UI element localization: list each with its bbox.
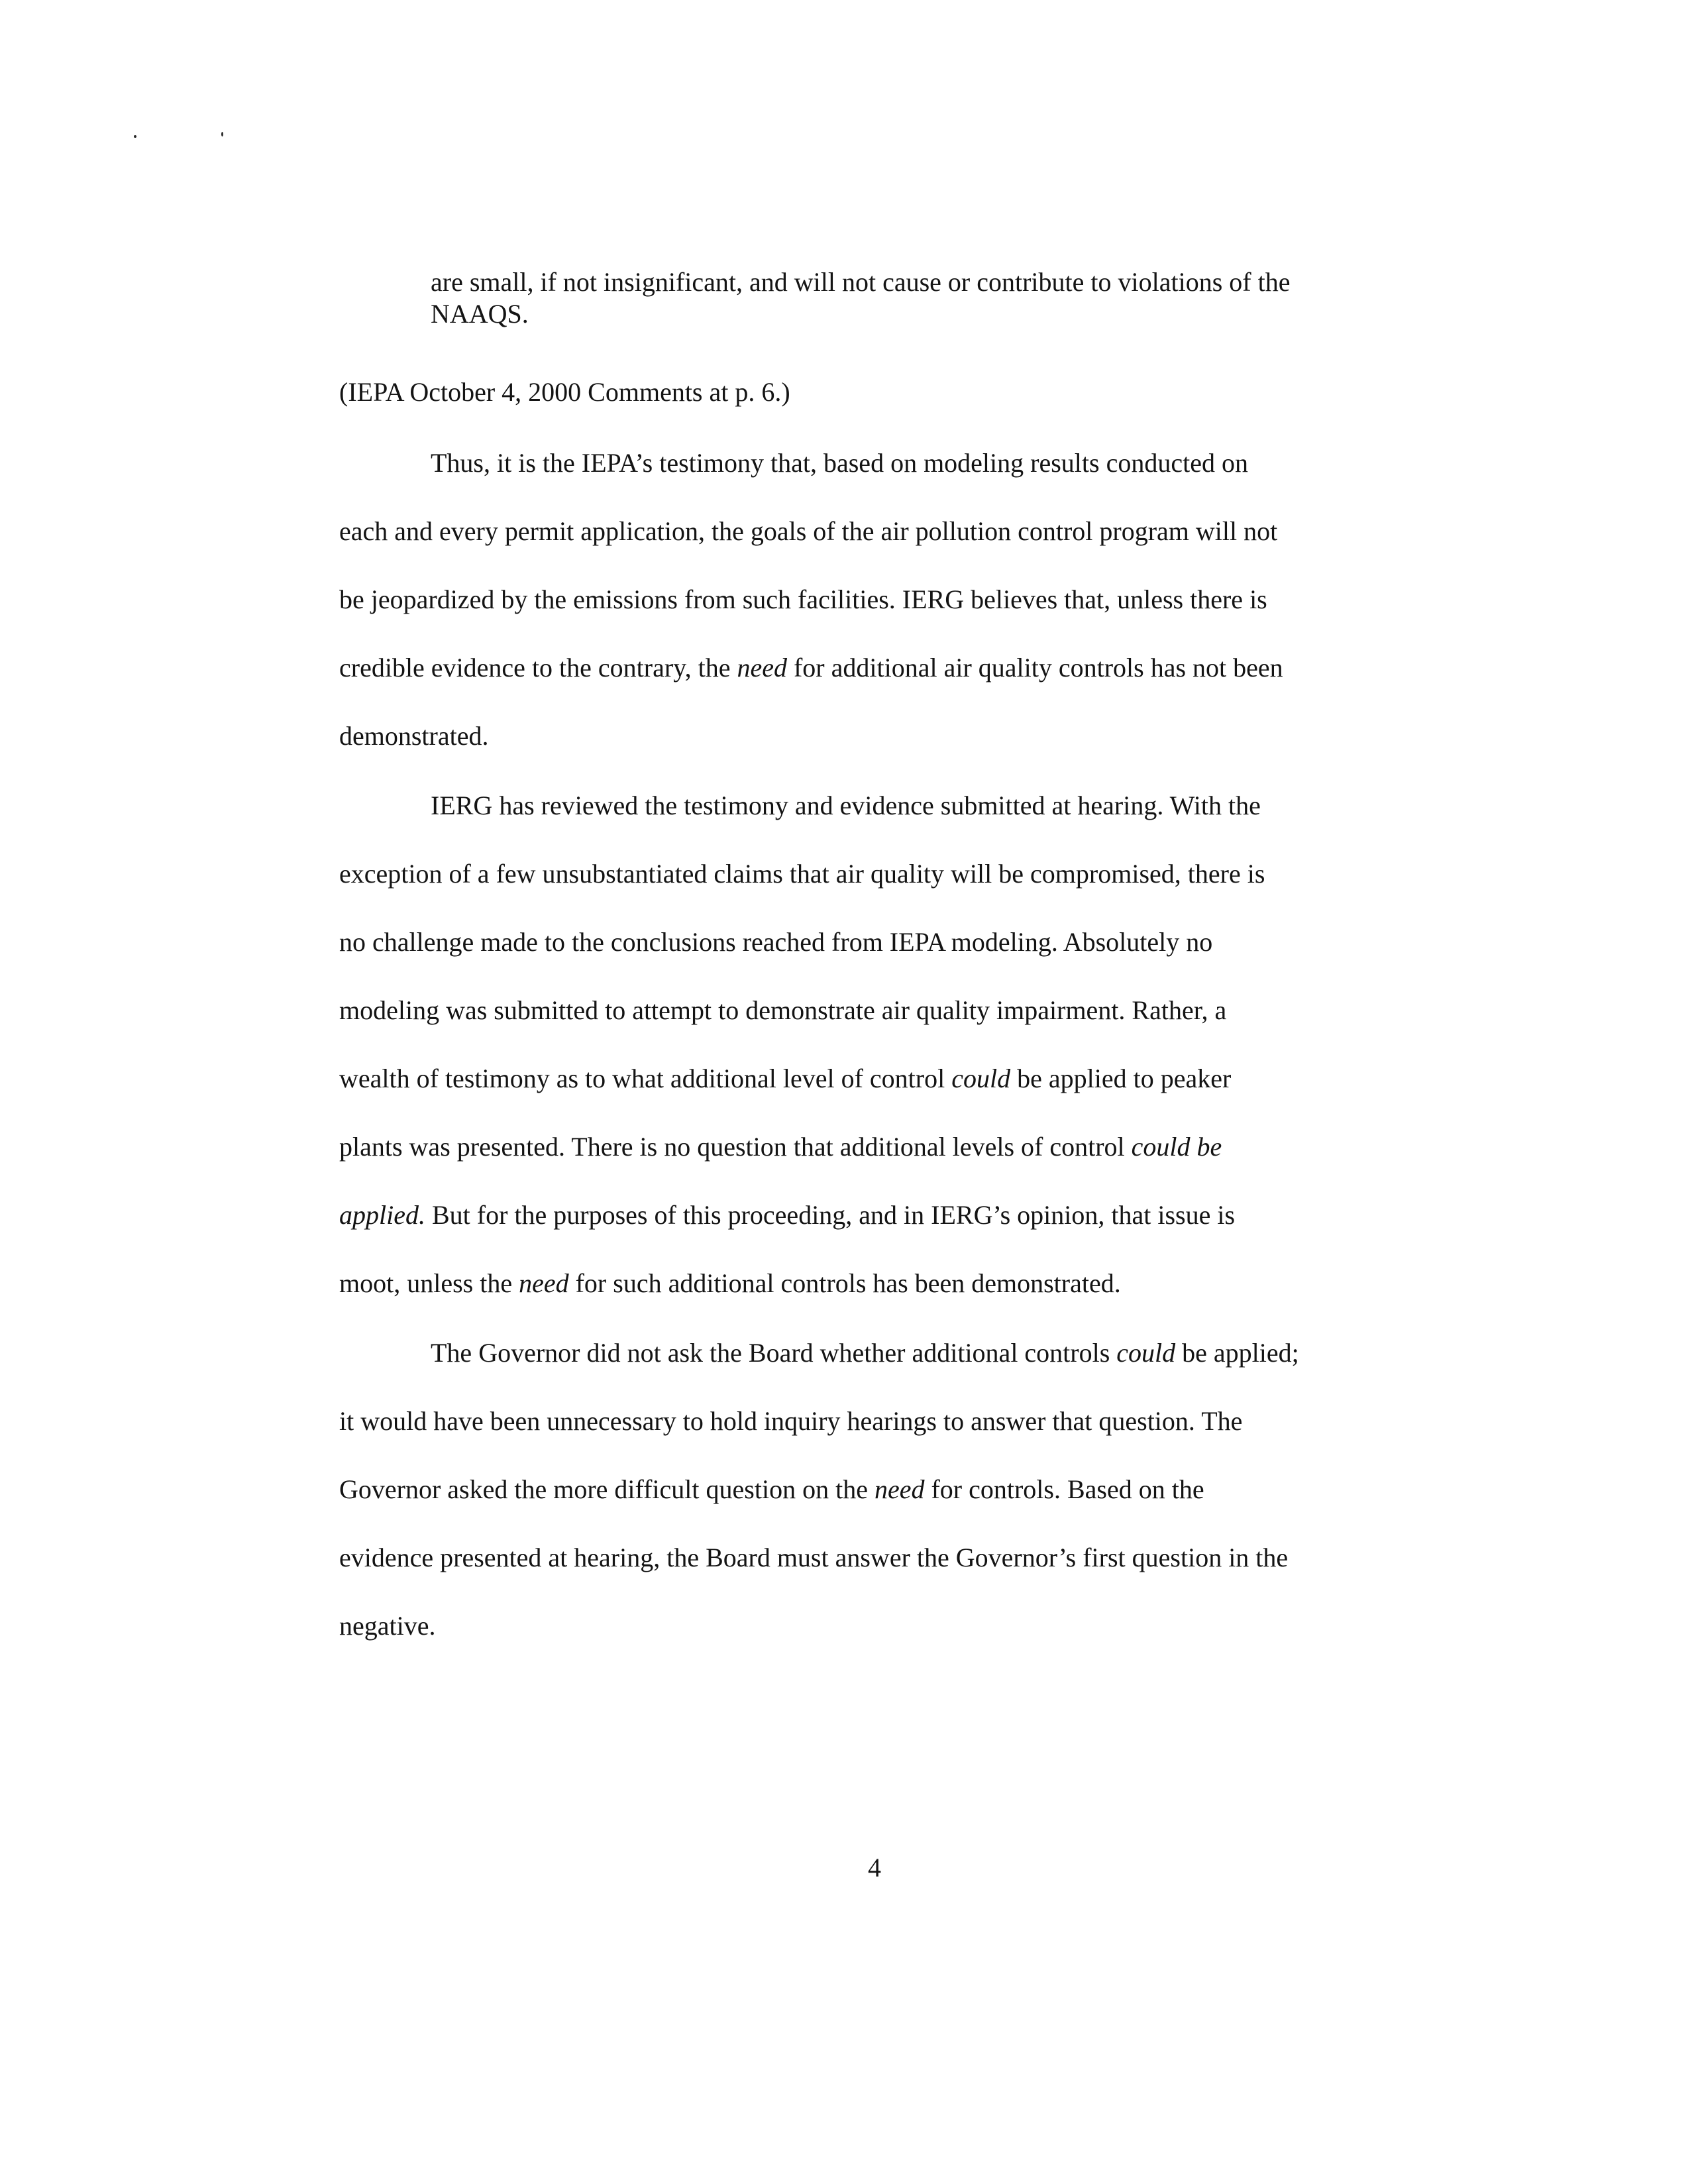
emphasis: could — [951, 1064, 1011, 1093]
block-quote — [431, 266, 1424, 330]
page-number: 4 — [868, 1853, 881, 1883]
text-segment: moot, unless the — [339, 1268, 519, 1298]
text-line: negative. — [339, 1611, 436, 1641]
text-segment: for additional air quality controls has not been — [786, 653, 1283, 682]
quote-line: NAAQS. — [431, 299, 529, 329]
emphasis: applied. — [339, 1200, 425, 1230]
text-segment: Governor asked the more difficult question on the — [339, 1474, 874, 1504]
text-line: demonstrated. — [339, 721, 489, 751]
text-line: no challenge made to the conclusions reached from IEPA modeling. Absolutely no — [339, 927, 1213, 957]
citation: (IEPA October 4, 2000 Comments at p. 6.) — [339, 377, 790, 407]
scan-speck — [134, 135, 136, 138]
paragraph-3 — [339, 1319, 1426, 1660]
text-line: it would have been unnecessary to hold inquiry hearings to answer that question. The — [339, 1406, 1243, 1436]
text-segment: credible evidence to the contrary, the — [339, 653, 737, 682]
text-segment: The Governor did not ask the Board whether additional controls — [431, 1338, 1117, 1368]
emphasis: could be — [1131, 1132, 1222, 1162]
paragraph-2 — [339, 771, 1426, 1317]
text-segment: be applied to peaker — [1010, 1064, 1232, 1093]
text-segment: for controls. Based on the — [924, 1474, 1204, 1504]
text-line: IERG has reviewed the testimony and evidence submitted at hearing. With the — [431, 791, 1261, 820]
text-segment: for such additional controls has been demonstrated. — [568, 1268, 1121, 1298]
emphasis: need — [737, 653, 787, 682]
text-line: evidence presented at hearing, the Board must answer the Governor’s first question in the — [339, 1543, 1289, 1572]
emphasis: need — [874, 1474, 925, 1504]
text-line: exception of a few unsubstantiated claims that air quality will be compromised, there is — [339, 859, 1265, 889]
paragraph-1 — [339, 429, 1426, 770]
text-line: Thus, it is the IEPA’s testimony that, based on modeling results conducted on — [431, 448, 1248, 478]
scan-speck — [221, 132, 223, 136]
text-segment: But for the purposes of this proceeding, and in IERG’s opinion, that issue is — [425, 1200, 1236, 1230]
text-segment: wealth of testimony as to what additional level of control — [339, 1064, 952, 1093]
emphasis: could — [1116, 1338, 1176, 1368]
text-line: be jeopardized by the emissions from such facilities. IERG believes that, unless there is — [339, 584, 1267, 614]
quote-line: are small, if not insignificant, and will not cause or contribute to violations of the — [431, 267, 1291, 297]
text-line: modeling was submitted to attempt to demonstrate air quality impairment. Rather, a — [339, 995, 1227, 1025]
text-line: each and every permit application, the goals of the air pollution control program will not — [339, 516, 1278, 546]
emphasis: need — [519, 1268, 569, 1298]
text-segment: plants was presented. There is no question that additional levels of control — [339, 1132, 1132, 1162]
text-segment: be applied; — [1175, 1338, 1299, 1368]
